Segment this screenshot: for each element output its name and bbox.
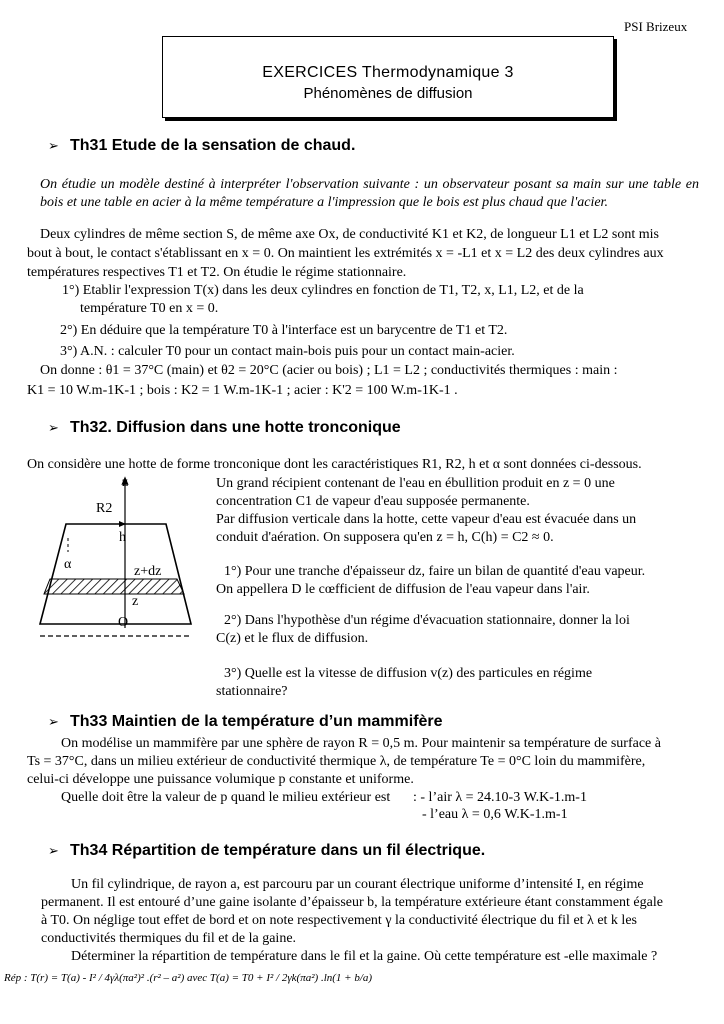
th2-intro: On considère une hotte de forme tronconique dont les caractéristiques R1, R2, h et α sont données ci-dessous. (27, 457, 642, 472)
th1-q1-line2: température T0 en x = 0. (80, 301, 219, 316)
th2-heading: ➢ Th32. Diffusion dans une hotte tronconique (48, 419, 401, 436)
th4-line3: à T0. On néglige tout effet de bord et on note respectivement γ la conductivité électrique du fil et λ et k les (41, 913, 637, 928)
th1-q3: 3°) A.N. : calculer T0 pour un contact main-bois puis pour un contact main-acier. (60, 344, 515, 359)
th2-right-line4: conduit d'aération. On supposera qu'en z = h, C(h) = C2 ≈ 0. (216, 530, 554, 545)
school-name: PSI Brizeux (624, 19, 688, 34)
th1-intro: On étudie un modèle destiné à interpréter l'observation suivante : un observateur posant sa main sur une table en bois et une table en acier à la même température a l'impression que le bois est plus chaud que l'acier. (40, 177, 699, 210)
th1-heading: ➢ Th31 Etude de la sensation de chaud. (48, 137, 356, 154)
th3-water-value: - l’eau λ = 0,6 W.K-1.m-1 (422, 807, 568, 822)
label-r2: R2 (96, 501, 113, 516)
th3-line4: Quelle doit être la valeur de p quand le milieu extérieur est (61, 790, 391, 805)
th2-q2-line1: 2°) Dans l'hypothèse d'un régime d'évacuation stationnaire, donner la loi (224, 613, 630, 628)
th4-line2: permanent. Il est entouré d’une gaine isolante d’épaisseur b, la température extérieure étant constamment égale (41, 895, 663, 910)
th2-q1-line1: 1°) Pour une tranche d'épaisseur dz, faire un bilan de quantité d'eau vapeur. (224, 564, 646, 579)
th4-line5: Déterminer la répartition de température dans le fil et la gaine. Où cette température est -elle maximale ? (71, 949, 658, 964)
th2-q3-line1: 3°) Quelle est la vitesse de diffusion v(z) des particules en régime (224, 666, 593, 681)
th3-line1: On modélise un mammifère par une sphère de rayon R = 0,5 m. Pour maintenir sa température de surface à (61, 736, 661, 751)
arrow-icon: ➢ (48, 138, 59, 153)
th2-q1-line2: On appellera D le cœfficient de diffusion de l'eau vapeur dans l'air. (216, 582, 590, 597)
arrow-icon: ➢ (48, 714, 59, 729)
label-z: z (122, 475, 129, 490)
th1-data-line1: On donne : θ1 = 37°C (main) et θ2 = 20°C (acier ou bois) ; L1 = L2 ; conductivités thermiques : main : (40, 363, 618, 378)
th2-right-line1: Un grand récipient contenant de l'eau en ébullition produit en z = 0 une (216, 476, 615, 491)
th1-q1-line1: 1°) Etablir l'expression T(x) dans les deux cylindres en fonction de T1, T2, x, L1, L2, et de la (62, 283, 584, 298)
th1-data-line2: K1 = 10 W.m-1K-1 ; bois : K2 = 1 W.m-1K-1 ; acier : K'2 = 100 W.m-1K-1 . (27, 383, 458, 398)
th3-air-value: : - l’air λ = 24.10-3 W.K-1.m-1 (413, 790, 587, 805)
th2-q3-line2: stationnaire? (216, 684, 288, 699)
th4-heading: ➢ Th34 Répartition de température dans un fil électrique. (48, 842, 486, 859)
page-subtitle: Phénomènes de diffusion (303, 85, 473, 102)
th4-line1: Un fil cylindrique, de rayon a, est parcouru par un courant électrique uniforme d’intensité I, en régime (71, 877, 644, 892)
slice-dz (44, 579, 184, 594)
label-h: h (119, 530, 126, 545)
th4-answer: Rép : T(r) = T(a) - I² / 4γλ(πa²)² .(r² – a²) avec T(a) = T0 + I² / 2γk(πa²) .ln(1 + b/a) (4, 972, 373, 984)
page-title: EXERCICES Thermodynamique 3 (262, 64, 514, 81)
th2-q2-line2: C(z) et le flux de diffusion. (216, 631, 369, 646)
th1-q2: 2°) En déduire que la température T0 à l'interface est un barycentre de T1 et T2. (60, 323, 508, 338)
title-box (162, 36, 614, 118)
arrow-icon: ➢ (48, 843, 59, 858)
arrow-icon: ➢ (48, 420, 59, 435)
th4-line4: conductivités thermiques du fil et de la gaine. (41, 931, 297, 946)
th2-right-line2: concentration C1 de vapeur d'eau supposée permanente. (216, 494, 530, 509)
label-alpha: α (64, 557, 72, 572)
th1-para1-line2: bout à bout, le contact s'établissant en x = 0. On maintient les extrémités x = -L1 et x = L2 des deux cylindres aux (27, 246, 664, 261)
label-zdz: z+dz (134, 564, 162, 579)
label-origin: O (118, 615, 129, 630)
th1-para1-line3: températures respectives T1 et T2. On étudie le régime stationnaire. (27, 265, 407, 280)
hotte-diagram (36, 474, 216, 660)
th2-right-line3: Par diffusion verticale dans la hotte, cette vapeur d'eau est évacuée dans un (216, 512, 637, 527)
th3-line2: Ts = 37°C, dans un milieu extérieur de conductivité thermique λ, de température Te = 0°C loin du mammifère, (27, 754, 646, 769)
th1-para1-line1: Deux cylindres de même section S, de même axe Ox, de conductivité K1 et K2, de longueur L1 et L2 sont mis (40, 227, 659, 242)
th3-heading: ➢ Th33 Maintien de la température d’un mammifère (48, 713, 443, 730)
label-z2: z (132, 594, 139, 609)
hotte-outline (40, 524, 191, 624)
th3-line3: celui-ci développe une puissance volumique p constante et uniforme. (27, 772, 414, 787)
